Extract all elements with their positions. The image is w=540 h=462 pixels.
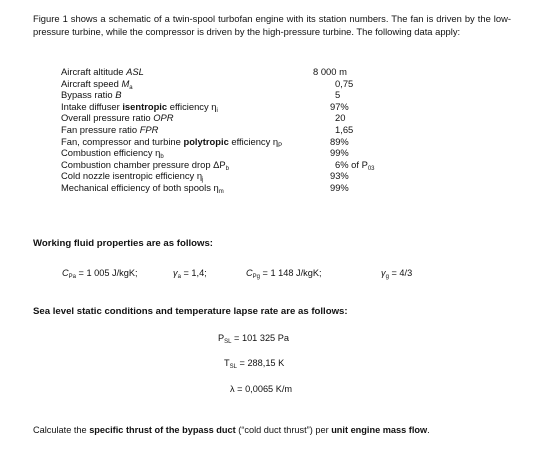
- data-row-label: Mechanical efficiency of both spools $\eta_m$: [61, 182, 224, 195]
- question-text: Calculate the specific thrust of the bypass duct (“cold duct thrust”) per unit engine mass flow.: [33, 425, 430, 435]
- data-row-label: Overall pressure ratio OPR: [61, 112, 174, 124]
- data-row-value: 99%: [330, 147, 349, 159]
- data-row-value: 89%: [330, 135, 349, 147]
- data-row-value: 93%: [330, 170, 349, 182]
- psl-value: $P_{SL} = 101$ 325 Pa: [218, 333, 289, 345]
- data-row-label: Intake diffuser isentropic efficiency $\eta_i$: [61, 100, 218, 114]
- data-row-value: 1,65: [335, 124, 354, 135]
- data-row-label: Aircraft altitude ASL: [61, 66, 144, 77]
- data-row-value: 0,75: [335, 77, 354, 89]
- tsl-value: $T_{SL} = 288,15$ K: [224, 358, 285, 370]
- data-row-label: Cold nozzle isentropic efficiency $\eta_j$: [61, 170, 204, 184]
- data-row-label: Combustion efficiency $\eta_b$: [61, 147, 164, 161]
- data-row-value: 97%: [330, 100, 349, 112]
- data-row-value: 20: [335, 112, 346, 124]
- data-row-label: Bypass ratio B: [61, 89, 122, 101]
- sea-level-header: Sea level static conditions and temperature lapse rate are as follows:: [33, 306, 348, 317]
- intro-paragraph: [33, 12, 511, 38]
- data-row-value: 6% of $P_{03}$: [335, 158, 375, 172]
- data-row-value: 99%: [330, 182, 349, 193]
- fluid-header: Working fluid properties are as follows:: [33, 238, 213, 249]
- data-row-value: 8 000 m: [313, 66, 347, 77]
- cpa-value: $C_{Pa} = 1$ 005 J/kgK;: [62, 268, 138, 280]
- intro-text: Figure 1 shows a schematic of a twin-spool turbofan engine with its station numbers. The fan is driven by the low-pressure turbine, while the compressor is driven by the high-pressure turbine. The following data apply:: [33, 13, 511, 37]
- cpg-value: $C_{Pg} = 1$ 148 J/kgK;: [246, 268, 322, 280]
- gamma-g-value: $\gamma_g = 4/3$: [381, 268, 413, 280]
- gamma-a-value: $\gamma_a = 1,4$;: [173, 268, 207, 280]
- data-row-value: 5: [335, 89, 341, 101]
- data-row-label: Aircraft speed $M_a$: [61, 77, 133, 91]
- data-row-label: Fan, compressor and turbine polytropic efficiency $\eta_P$: [61, 135, 283, 149]
- data-row-label: Combustion chamber pressure drop $\Delta P_b$: [61, 158, 230, 172]
- data-row-label: Fan pressure ratio FPR: [61, 124, 159, 135]
- lapse-rate-value: λ = 0,0065 K/m: [230, 384, 293, 394]
